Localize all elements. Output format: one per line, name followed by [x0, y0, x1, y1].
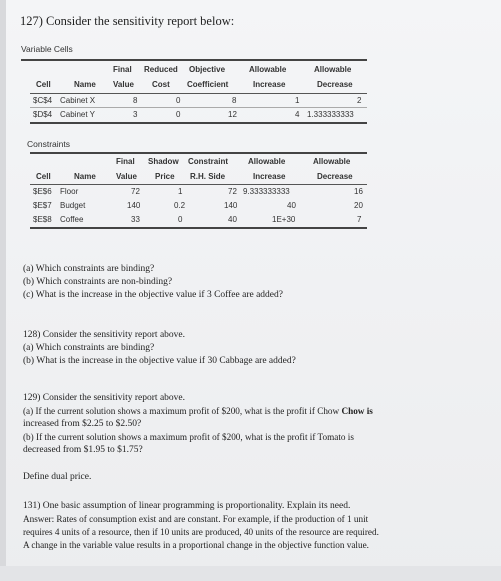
q129-question-a-line1: [23, 406, 373, 416]
c-row1-cell: $E$6: [33, 187, 52, 196]
c-row1-increase: 9.333333333: [243, 187, 290, 196]
c-header-rule: [30, 184, 367, 185]
vc-row2-increase: 4: [295, 110, 300, 119]
variable-cells-label: Variable Cells: [21, 44, 73, 54]
c-row2-rhs: 140: [224, 201, 238, 210]
c-header-cell: Cell: [36, 172, 51, 181]
vc-header-objective: Objective: [189, 65, 226, 74]
question-128-title: 128) Consider the sensitivity report above.: [23, 330, 185, 340]
c-header-increase: Increase: [253, 172, 286, 181]
q129-a-bold: Chow is: [341, 406, 373, 416]
q129-question-b-line1: (b) If the current solution shows a maximum profit of $200, what is the profit if Tomato is: [23, 432, 354, 442]
q131-answer-line2: requires 4 units of a resource, then if 10 units are produced, 40 units of the resource are required.: [23, 527, 379, 537]
c-row3-cell: $E$8: [33, 215, 52, 224]
q127-question-c: (c) What is the increase in the objective value if 3 Coffee are added?: [23, 290, 283, 300]
c-row1-value: 72: [131, 187, 140, 196]
variable-cells-top-rule: [21, 59, 367, 61]
vc-row2-value: 3: [133, 110, 138, 119]
c-row1-name: Floor: [60, 187, 79, 196]
q129-a-text: (a) If the current solution shows a maximum profit of $200, what is the profit if Chow: [23, 406, 340, 416]
vc-header-coefficient: Coefficient: [187, 80, 229, 89]
c-row3-value: 33: [131, 215, 140, 224]
vc-header-decrease: Decrease: [317, 80, 353, 89]
constraints-label: Constraints: [27, 139, 70, 149]
vc-header-reduced: Reduced: [144, 65, 178, 74]
c-header-allowable-2: Allowable: [313, 157, 351, 166]
vc-row1-name: Cabinet X: [60, 96, 96, 105]
vc-row2-decrease: 1.333333333: [307, 110, 354, 119]
c-row3-price: 0: [178, 215, 183, 224]
vc-row2-coefficient: 12: [228, 110, 237, 119]
vc-bottom-rule: [30, 122, 367, 124]
c-row2-price: 0.2: [174, 201, 186, 210]
c-row1-decrease: 16: [354, 187, 363, 196]
c-row2-cell: $E$7: [33, 201, 52, 210]
vc-header-allowable-1: Allowable: [249, 65, 287, 74]
define-dual-price: Define dual price.: [23, 472, 92, 482]
vc-header-value: Value: [113, 80, 134, 89]
vc-header-cost: Cost: [152, 80, 170, 89]
vc-header-allowable-2: Allowable: [314, 65, 352, 74]
c-header-allowable-1: Allowable: [248, 157, 286, 166]
bottom-shadow-strip: [0, 566, 501, 581]
q131-answer-line3: A change in the variable value results in a proportional change in the objective function value.: [23, 540, 369, 550]
vc-row1-cost: 0: [176, 96, 181, 105]
vc-row2-cost: 0: [176, 110, 181, 119]
vc-row1-cell: $C$4: [33, 96, 53, 105]
c-row3-decrease: 7: [357, 215, 362, 224]
vc-row1-increase: 1: [295, 96, 300, 105]
constraints-top-rule: [30, 152, 367, 154]
c-header-shadow: Shadow: [148, 157, 179, 166]
vc-header-final: Final: [113, 65, 132, 74]
page-edge-shadow: [0, 0, 6, 581]
question-127-title: 127) Consider the sensitivity report below:: [20, 14, 235, 28]
question-131-title: 131) One basic assumption of linear programming is proportionality. Explain its need.: [23, 501, 351, 511]
vc-row2-cell: $D$4: [33, 110, 53, 119]
c-row2-name: Budget: [60, 201, 86, 210]
q127-question-a: (a) Which constraints are binding?: [23, 264, 155, 274]
c-header-constraint: Constraint: [188, 157, 228, 166]
q129-question-b-line2: decreased from $1.95 to $1.75?: [23, 445, 143, 455]
c-header-final: Final: [116, 157, 135, 166]
c-row3-increase: 1E+30: [272, 215, 296, 224]
c-row3-name: Coffee: [60, 215, 84, 224]
c-row2-increase: 40: [287, 201, 296, 210]
q128-question-a: (a) Which constraints are binding?: [23, 343, 155, 353]
vc-row2-name: Cabinet Y: [60, 110, 95, 119]
vc-header-increase: Increase: [253, 80, 286, 89]
question-129-title: 129) Consider the sensitivity report above.: [23, 393, 185, 403]
c-header-value: Value: [116, 172, 137, 181]
c-header-rhs: R.H. Side: [190, 172, 226, 181]
q128-question-b: (b) What is the increase in the objective value if 30 Cabbage are added?: [23, 356, 296, 366]
c-row1-rhs: 72: [228, 187, 237, 196]
c-header-decrease: Decrease: [317, 172, 353, 181]
vc-row1-decrease: 2: [357, 96, 362, 105]
c-row2-value: 140: [127, 201, 141, 210]
q129-question-a-line2: increased from $2.25 to $2.50?: [23, 419, 142, 429]
c-bottom-rule: [30, 227, 367, 229]
q127-question-b: (b) Which constraints are non-binding?: [23, 277, 173, 287]
q131-answer-line1: Answer: Rates of consumption exist and are constant. For example, if the production of 1 unit: [23, 514, 369, 524]
c-row1-price: 1: [178, 187, 183, 196]
vc-row-divider: [30, 107, 367, 108]
vc-header-cell: Cell: [36, 80, 51, 89]
vc-row1-coefficient: 8: [232, 96, 237, 105]
c-header-name: Name: [74, 172, 96, 181]
vc-header-name: Name: [74, 80, 96, 89]
vc-header-rule: [30, 93, 367, 94]
c-row3-rhs: 40: [228, 215, 237, 224]
vc-row1-value: 8: [133, 96, 138, 105]
c-row2-decrease: 20: [354, 201, 363, 210]
c-header-price: Price: [155, 172, 175, 181]
